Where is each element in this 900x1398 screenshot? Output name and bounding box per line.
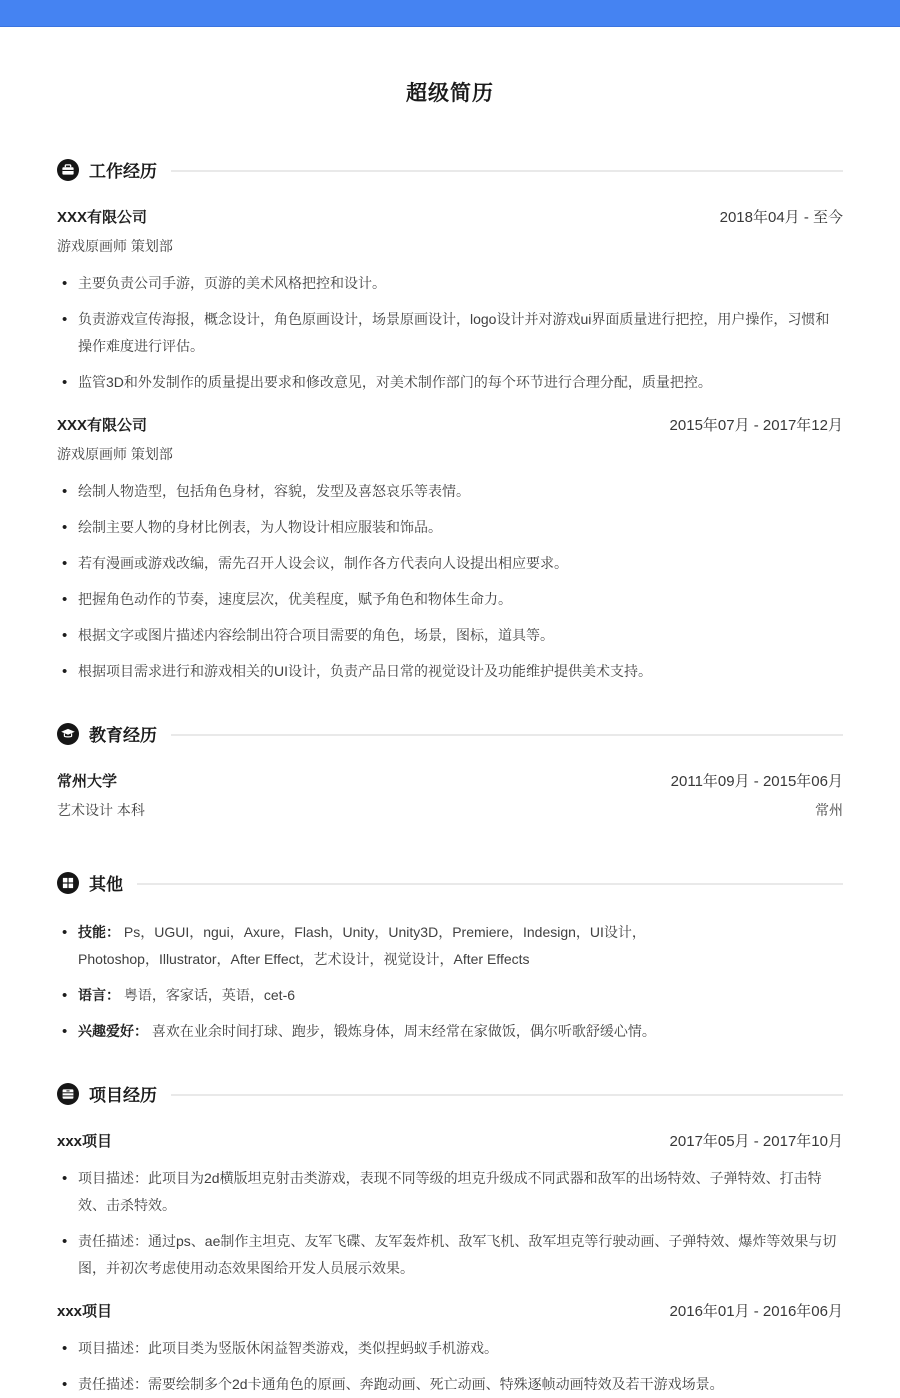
other-list <box>57 919 843 1045</box>
education-entry <box>57 770 843 820</box>
graduation-cap-icon <box>57 723 79 745</box>
hobbies-item <box>62 1018 843 1045</box>
bullet-item: • 若有漫画或游戏改编，需先召开人设会议，制作各方代表向人设提出相应要求。 <box>62 550 843 577</box>
bullet-item: • 主要负责公司手游，页游的美术风格把控和设计。 <box>62 270 843 297</box>
skills-item <box>62 919 658 973</box>
briefcase-icon <box>57 159 79 181</box>
hobbies-text: 喜欢在业余时间打球、跑步，锻炼身体，周末经常在家做饭，偶尔听歌舒缓心情。 <box>151 1023 656 1039</box>
date-range: 2018年04月 - 至今 <box>719 209 843 226</box>
education-detail-row <box>57 800 843 820</box>
date-range: 2017年05月 - 2017年10月 <box>669 1133 843 1150</box>
date-range: 2015年07月 - 2017年12月 <box>669 417 843 434</box>
languages-text: 粤语，客家话，英语，cet-6 <box>123 987 296 1003</box>
project-entry <box>57 1300 843 1398</box>
section-title-projects: 项目经历 <box>89 1086 157 1105</box>
bullet-item: • 绘制主要人物的身材比例表，为人物设计相应服装和饰品。 <box>62 514 843 541</box>
languages-label: 语言： <box>78 987 120 1003</box>
project-bullet-list <box>57 1165 843 1282</box>
section-title-other: 其他 <box>89 875 123 894</box>
work-bullet-list <box>57 270 843 396</box>
bullet-item: • 负责游戏宣传海报，概念设计，角色原画设计，场景原画设计，logo设计并对游戏ui界面质量进行把控，用户操作，习惯和操作难度进行评估。 <box>62 306 843 360</box>
project-entry-head <box>57 1130 843 1151</box>
project-bullet-list <box>57 1335 843 1398</box>
work-entry <box>57 414 843 685</box>
bullet-item: • 根据文字或图片描述内容绘制出符合项目需要的角色，场景，图标，道具等。 <box>62 622 843 649</box>
section-divider <box>171 734 843 736</box>
section-divider <box>171 1094 843 1096</box>
project-entry <box>57 1130 843 1282</box>
top-accent-bar <box>0 0 900 27</box>
hobbies-label: 兴趣爱好： <box>78 1023 148 1039</box>
bullet-item: • 项目描述：此项目为2d横版坦克射击类游戏，表现不同等级的坦克升级成不同武器和敌军的出场特效、子弹特效、打击特效、击杀特效。 <box>62 1165 843 1219</box>
section-projects <box>57 1081 843 1398</box>
job-role: 游戏原画师 策划部 <box>57 446 173 462</box>
section-divider <box>171 170 843 172</box>
section-divider <box>137 883 843 885</box>
work-bullet-list <box>57 478 843 685</box>
date-range: 2011年09月 - 2015年06月 <box>670 773 843 790</box>
bullet-item: • 监管3D和外发制作的质量提出要求和修改意见，对美术制作部门的每个环节进行合理分配，质量把控。 <box>62 369 843 396</box>
bullet-item: • 项目描述：此项目类为竖版休闲益智类游戏，类似捏蚂蚁手机游戏。 <box>62 1335 843 1362</box>
project-name: xxx项目 <box>57 1303 113 1320</box>
archive-icon <box>57 1083 79 1105</box>
major-degree: 艺术设计 本科 <box>57 802 145 818</box>
section-title-education: 教育经历 <box>89 726 157 745</box>
company-name: XXX有限公司 <box>57 417 148 434</box>
bullet-item: • 责任描述：通过ps、ae制作主坦克、友军飞碟、友军轰炸机、敌军飞机、敌军坦克等行驶动画、子弹特效、爆炸等效果与切图，并初次考虑使用动态效果图给开发人员展示效果。 <box>62 1228 843 1282</box>
section-other <box>57 870 843 1045</box>
school-city: 常州 <box>815 802 843 818</box>
work-entry-head <box>57 206 843 227</box>
skills-label: 技能： <box>78 924 120 940</box>
section-work <box>57 157 843 685</box>
date-range: 2016年01月 - 2016年06月 <box>669 1303 843 1320</box>
job-role-row <box>57 444 843 464</box>
bullet-item: • 责任描述：需要绘制多个2d卡通角色的原画、奔跑动画、死亡动画、特殊逐帧动画特效及若干游戏场景。 <box>62 1371 843 1398</box>
section-education <box>57 721 843 820</box>
skills-text: Ps，UGUI，ngui，Axure，Flash，Unity，Unity3D，Premiere，Indesign，UI设计，Photoshop，Illustrator，After Effect，艺术设计，视觉设计，After Effects <box>78 924 646 967</box>
section-title-work: 工作经历 <box>89 162 157 181</box>
bullet-item: • 根据项目需求进行和游戏相关的UI设计，负责产品日常的视觉设计及功能维护提供美术支持。 <box>62 658 843 685</box>
bullet-item: • 把握角色动作的节奏，速度层次，优美程度，赋予角色和物体生命力。 <box>62 586 843 613</box>
languages-item <box>62 982 843 1009</box>
page-title: 超级简历 <box>406 82 494 105</box>
section-header-projects <box>57 1081 843 1106</box>
grid-icon <box>57 872 79 894</box>
section-header-other <box>57 870 843 895</box>
section-header-work <box>57 157 843 182</box>
job-role: 游戏原画师 策划部 <box>57 238 173 254</box>
education-entry-head <box>57 770 843 791</box>
company-name: XXX有限公司 <box>57 209 148 226</box>
job-role-row <box>57 236 843 256</box>
bullet-item: • 绘制人物造型，包括角色身材，容貌，发型及喜怒哀乐等表情。 <box>62 478 843 505</box>
resume-content <box>0 157 900 1398</box>
work-entry-head <box>57 414 843 435</box>
work-entry <box>57 206 843 396</box>
project-entry-head <box>57 1300 843 1321</box>
project-name: xxx项目 <box>57 1133 113 1150</box>
section-header-education <box>57 721 843 746</box>
school-name: 常州大学 <box>57 773 118 790</box>
